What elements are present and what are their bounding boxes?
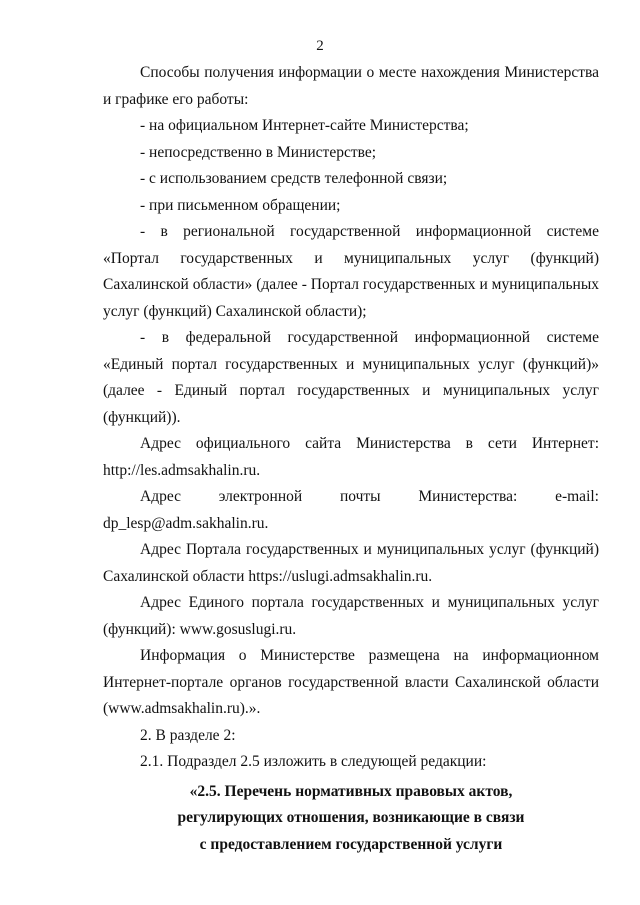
list-item-phone: - с использованием средств телефонной связи; — [140, 170, 448, 187]
paragraph-site-address: Адрес официального сайта Министерства в сети Интернет: http://les.admsakhalin.ru. — [103, 435, 599, 479]
paragraph-section-2: 2. В разделе 2: — [140, 726, 236, 744]
list-item-official-site: - на официальном Интернет-сайте Министерства; — [140, 117, 469, 134]
page-number: 2 — [316, 38, 324, 54]
paragraph-regional-portal-address: Адрес Портала государственных и муниципальных услуг (функций) Сахалинской области https://uslugi.admsakhalin.ru. — [103, 541, 599, 585]
heading-line-1: «2.5. Перечень нормативных правовых актов, — [189, 782, 513, 800]
paragraph-ministry-info: Информация о Министерстве размещена на информационном Интернет-портале органов государственной власти Сахалинской области (www.admsakhalin.ru).». — [103, 647, 599, 717]
document-body — [103, 60, 599, 858]
paragraph-info-methods: Способы получения информации о месте нахождения Министерства и графике его работы: — [103, 64, 599, 108]
list-item-written-request: - при письменном обращении; — [140, 196, 341, 214]
paragraph-subsection-2-1: 2.1. Подраздел 2.5 изложить в следующей редакции: — [140, 753, 487, 770]
list-item-regional-portal: - в региональной государственной информационной системе «Портал государственных и муниципальных услуг (функций) Сахалинской области» (далее - Портал государственных и муниципальных услуг (функций) Сахалинской области); — [103, 223, 599, 320]
list-item-ministry-direct: - непосредственно в Министерстве; — [140, 143, 377, 161]
heading-line-3: с предоставлением государственной услуги — [199, 835, 503, 853]
paragraph-federal-portal-address: Адрес Единого портала государственных и муниципальных услуг (функций): www.gosuslugi.ru. — [103, 594, 599, 638]
heading-line-2: регулирующих отношения, возникающие в связи — [177, 809, 525, 826]
paragraph-email-address: Адрес электронной почты Министерства: e-mail: dp_lesp@adm.sakhalin.ru. — [103, 488, 599, 532]
list-item-federal-portal: - в федеральной государственной информационной системе «Единый портал государственных и муниципальных услуг (функций)» (далее - Единый портал государственных и муниципальных услуг (функций)). — [103, 329, 599, 426]
